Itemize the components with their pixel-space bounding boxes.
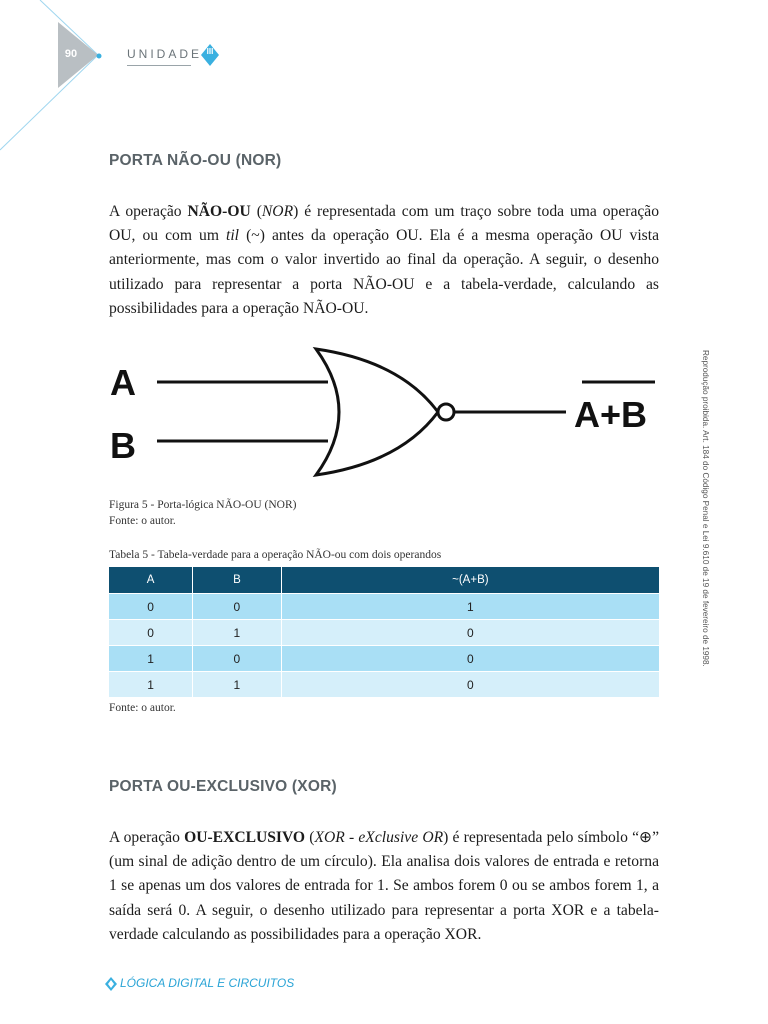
header-b: B [193,567,282,594]
table-row [109,672,659,698]
truth-table-nor [109,567,659,697]
table-row [109,620,659,646]
table-cell: 0 [281,646,659,672]
footer-diamond-icon [103,976,119,992]
footer-book-title: LÓGICA DIGITAL E CIRCUITOS [120,976,295,990]
table-cell: 1 [109,646,193,672]
header-decoration [0,0,768,170]
nor-gate-diagram [100,335,670,485]
section-title-nor: PORTA NÃO-OU (NOR) [109,152,282,169]
table-cell: 1 [281,594,659,620]
table-cell: 1 [193,672,282,698]
table-row [109,646,659,672]
section-title-xor: PORTA OU-EXCLUSIVO (XOR) [109,778,337,795]
unit-label: UNIDADE [127,47,203,61]
table-cell: 0 [281,620,659,646]
unit-underline [127,65,191,66]
unit-number: III [206,47,214,56]
xor-paragraph: A operação OU-EXCLUSIVO (XOR - eXclusive OR) é representada pelo símbolo “⊕” (um sinal de adição dentro de um círculo). Ela analisa dois valores de entrada e retorna 1 se apenas um dos valores de entrada for 1. Se ambos forem 0 ou se ambos forem 1, a saída será 0. A seguir, o desenho utilizado para representar a porta XOR e a tabela-verdade calculando as possibilidades para a operação XOR. [109,829,660,943]
header-result: ~(A+B) [281,567,659,594]
table-cell: 0 [193,594,282,620]
table-cell: 1 [109,672,193,698]
or-gate-body [316,349,438,475]
nor-paragraph: A operação NÃO-OU (NOR) é representada com um traço sobre toda uma operação OU, ou com um til (~) antes da operação OU. Ela é a mesma operação OU vista anteriormente, mas com o valor invertido ao final da operação. A seguir, o desenho utilizado para representar a porta NÃO-OU e a tabela-verdade, calculando as possibilidades para a operação NÃO-OU. [109,203,660,317]
header-a: A [109,567,193,594]
copyright-text: Reprodução proibida. Art. 184 do Código Penal e Lei 9.610 de 19 de fevereiro de 1998. [701,350,710,667]
table-cell: 0 [193,646,282,672]
figure-source: Fonte: o autor. [109,515,176,527]
table-row [109,594,659,620]
page-number: 90 [64,48,78,60]
input-a-label: A [110,362,136,403]
input-b-label: B [110,425,136,466]
table-cell: 0 [109,594,193,620]
output-label: A+B [574,394,648,435]
table-caption: Tabela 5 - Tabela-verdade para a operação NÃO-ou com dois operandos [109,549,442,561]
figure-caption: Figura 5 - Porta-lógica NÃO-OU (NOR) [109,499,297,511]
inverter-bubble [438,404,454,420]
table-source: Fonte: o autor. [109,702,176,714]
table-cell: 0 [109,620,193,646]
table-cell: 0 [281,672,659,698]
table-cell: 1 [193,620,282,646]
table-header-row [109,567,659,594]
